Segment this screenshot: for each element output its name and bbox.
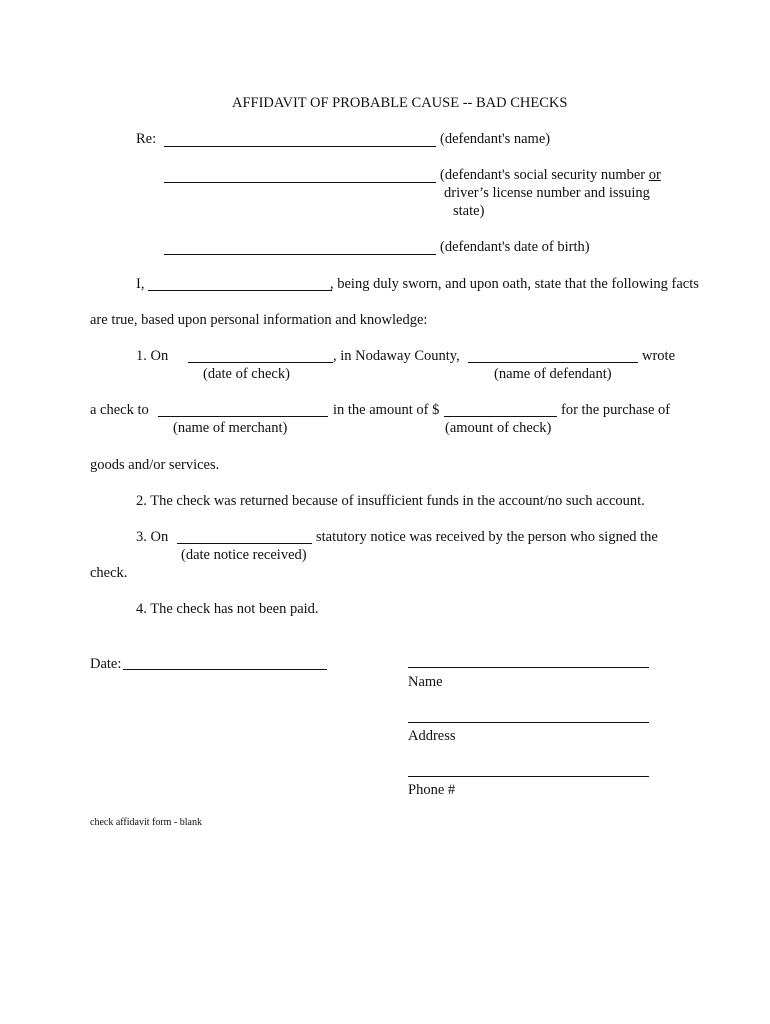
item3-end: statutory notice was received by the person who signed the bbox=[316, 529, 658, 545]
or-underlined: or bbox=[648, 167, 661, 183]
oath-line2: are true, based upon personal information and knowledge: bbox=[90, 312, 428, 328]
oath-suffix: , being duly sworn, and upon oath, state that the following facts bbox=[330, 276, 699, 292]
defendant-dob-field[interactable] bbox=[164, 254, 436, 255]
name-label: Name bbox=[408, 674, 443, 690]
item4-text: 4. The check has not been paid. bbox=[136, 601, 319, 617]
merchant-name-field[interactable] bbox=[158, 416, 328, 417]
check-date-field[interactable] bbox=[188, 362, 333, 363]
defendant-id-caption-text: (defendant's social security number bbox=[440, 167, 649, 183]
caption-amount-of-check: (amount of check) bbox=[445, 420, 552, 436]
item2-text: 2. The check was returned because of insufficient funds in the account/no such account. bbox=[136, 493, 645, 509]
address-label: Address bbox=[408, 728, 456, 744]
phone-label: Phone # bbox=[408, 782, 456, 798]
item1-end: wrote bbox=[642, 348, 676, 364]
item1-lead: 1. On bbox=[136, 348, 169, 364]
item1-line2-end: for the purchase of bbox=[561, 402, 671, 418]
phone-signature-line[interactable] bbox=[408, 776, 649, 777]
defendant-name-field-2[interactable] bbox=[468, 362, 638, 363]
address-signature-line[interactable] bbox=[408, 722, 649, 723]
defendant-id-caption-line3: state) bbox=[453, 203, 485, 219]
oath-prefix: I, bbox=[136, 276, 145, 292]
notice-date-field[interactable] bbox=[177, 543, 312, 544]
item3-lead: 3. On bbox=[136, 529, 169, 545]
defendant-name-field[interactable] bbox=[164, 146, 436, 147]
caption-date-of-check: (date of check) bbox=[203, 366, 290, 382]
item1-mid: , in Nodaway County, bbox=[333, 348, 460, 364]
amount-field[interactable] bbox=[444, 416, 557, 417]
item3-line2: check. bbox=[90, 565, 128, 581]
item1-line3: goods and/or services. bbox=[90, 457, 220, 473]
date-label: Date: bbox=[90, 656, 122, 672]
name-signature-line[interactable] bbox=[408, 667, 649, 668]
item1-line2-mid: in the amount of $ bbox=[333, 402, 440, 418]
affiant-name-field[interactable] bbox=[148, 290, 332, 291]
defendant-id-caption-line1 bbox=[440, 166, 661, 184]
re-label: Re: bbox=[136, 131, 157, 147]
caption-date-notice-received: (date notice received) bbox=[181, 547, 307, 563]
caption-name-of-merchant: (name of merchant) bbox=[173, 420, 288, 436]
date-field[interactable] bbox=[123, 669, 327, 670]
defendant-id-field[interactable] bbox=[164, 182, 436, 183]
defendant-id-caption-line2: driver’s license number and issuing bbox=[444, 185, 650, 201]
caption-name-of-defendant: (name of defendant) bbox=[494, 366, 612, 382]
item1-line2-lead: a check to bbox=[90, 402, 149, 418]
defendant-dob-caption: (defendant's date of birth) bbox=[440, 239, 590, 255]
defendant-name-caption: (defendant's name) bbox=[440, 131, 551, 147]
form-title: AFFIDAVIT OF PROBABLE CAUSE -- BAD CHECKS bbox=[232, 95, 568, 111]
footer-caption: check affidavit form - blank bbox=[90, 817, 202, 828]
